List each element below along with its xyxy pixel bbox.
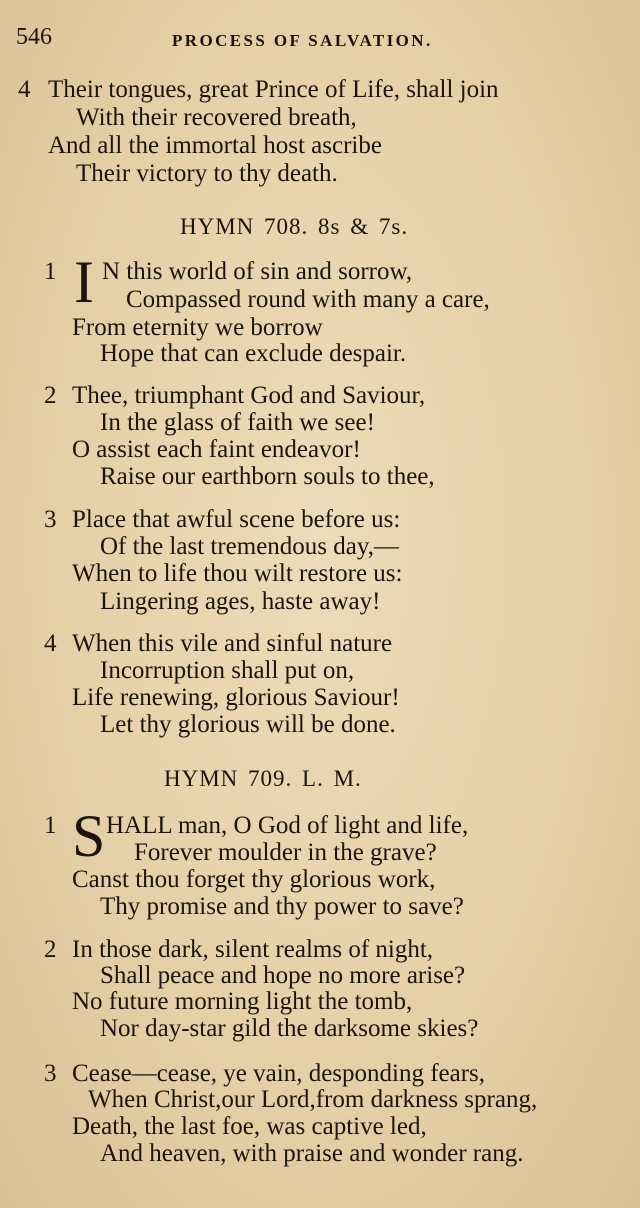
verse-line: When to life thou wilt restore us: xyxy=(72,560,403,587)
stanza-number: 3 xyxy=(44,1060,57,1087)
verse-line: Place that awful scene before us: xyxy=(72,506,401,533)
verse-line: Incorruption shall put on, xyxy=(100,657,355,684)
verse-line: Canst thou forget thy glorious work, xyxy=(72,866,436,893)
verse-line: Their victory to thy death. xyxy=(76,160,338,187)
stanza-number: 4 xyxy=(18,76,31,103)
stanza-number: 2 xyxy=(44,382,57,409)
verse-line: Forever moulder in the grave? xyxy=(134,839,437,866)
verse-line: And heaven, with praise and wonder rang. xyxy=(100,1140,524,1167)
stanza-number: 3 xyxy=(44,506,57,533)
verse-line: With their recovered breath, xyxy=(76,104,357,131)
stanza-number: 1 xyxy=(44,812,57,839)
verse-line: Life renewing, glorious Saviour! xyxy=(72,684,400,711)
verse-line: Shall peace and hope no more arise? xyxy=(100,962,466,989)
verse-line: Of the last tremendous day,— xyxy=(100,533,399,560)
verse-line: When Christ,our Lord,from darkness sprang, xyxy=(88,1086,538,1113)
verse-line: Lingering ages, haste away! xyxy=(100,588,381,615)
stanza-number: 2 xyxy=(44,936,57,963)
verse-line: Thy promise and thy power to save? xyxy=(100,893,464,920)
verse-line: Hope that can exclude despair. xyxy=(100,340,407,367)
verse-line: Thee, triumphant God and Saviour, xyxy=(72,382,426,409)
verse-line: No future morning light the tomb, xyxy=(72,988,413,1015)
verse-line: Cease—cease, ye vain, desponding fears, xyxy=(72,1060,486,1087)
verse-line: Their tongues, great Prince of Life, shall join xyxy=(48,76,499,103)
stanza-number: 4 xyxy=(44,630,57,657)
stanza-number: 1 xyxy=(44,258,57,285)
verse-line: HALL man, O God of light and life, xyxy=(106,812,469,839)
drop-cap: I xyxy=(74,249,94,315)
verse-line: N this world of sin and sorrow, xyxy=(102,258,413,285)
page-number: 546 xyxy=(16,24,52,50)
verse-line: Raise our earthborn souls to thee, xyxy=(100,463,435,490)
hymn-title: HYMN 708. 8s & 7s. xyxy=(180,214,409,239)
drop-cap: S xyxy=(72,803,106,869)
verse-line: Let thy glorious will be done. xyxy=(100,711,396,738)
verse-line: Nor day-star gild the darksome skies? xyxy=(100,1015,479,1042)
verse-line: And all the immortal host ascribe xyxy=(48,132,382,159)
verse-line: In those dark, silent realms of night, xyxy=(72,936,434,963)
hymn-title: HYMN 709. L. M. xyxy=(164,766,362,791)
verse-line: O assist each faint endeavor! xyxy=(72,436,361,463)
verse-line: When this vile and sinful nature xyxy=(72,630,393,657)
verse-line: Compassed round with many a care, xyxy=(126,286,490,313)
verse-line: In the glass of faith we see! xyxy=(100,409,375,436)
verse-line: Death, the last foe, was captive led, xyxy=(72,1113,427,1140)
verse-line: From eternity we borrow xyxy=(72,314,323,341)
running-title: PROCESS OF SALVATION. xyxy=(172,31,433,50)
